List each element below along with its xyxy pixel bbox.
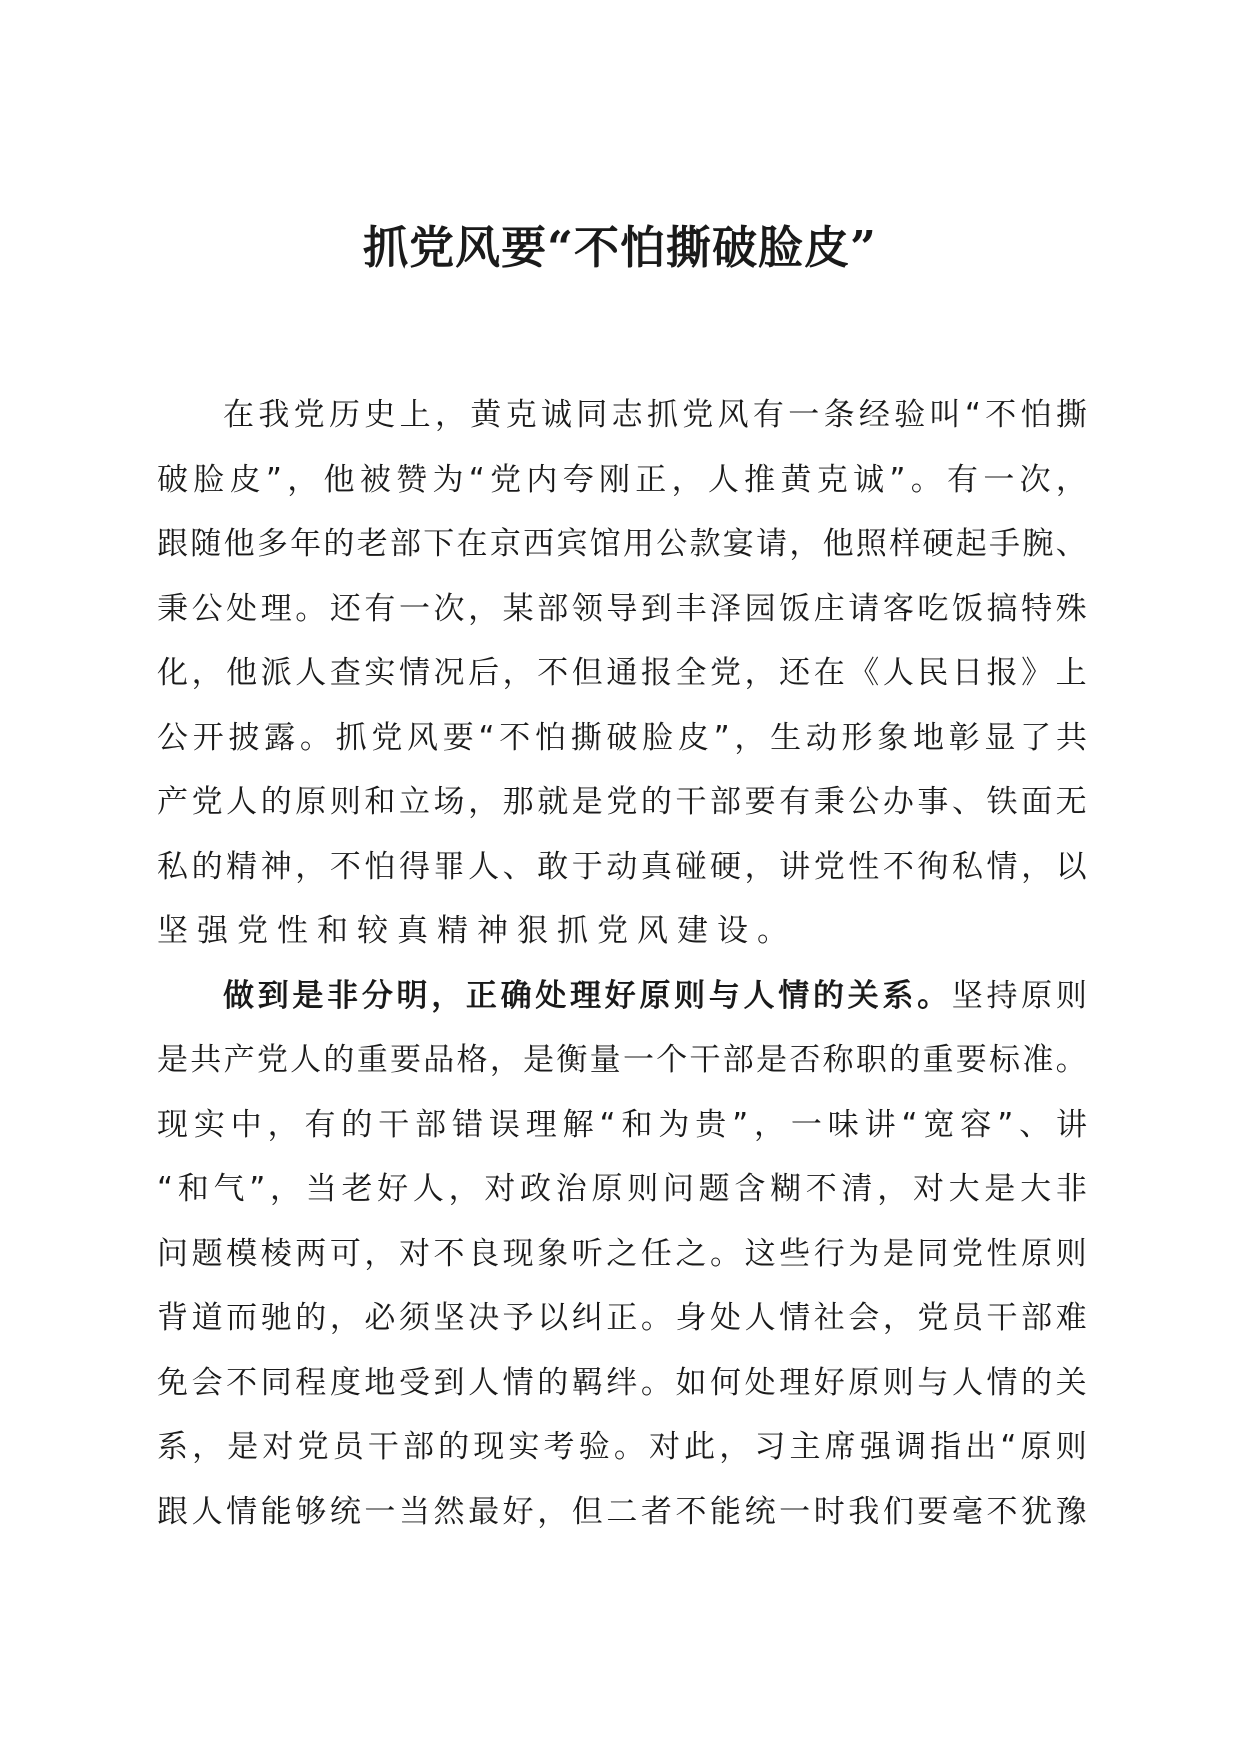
text-line: 背 道 而 驰 的 ， 必 须 坚 决 予 以 纠 正 。 身 处 人 情 社 会 ， 党 员 干 部 难 xyxy=(157,1300,1087,1336)
text-line: 秉 公 处 理 。 还 有 一 次 ， 某 部 领 导 到 丰 泽 园 饭 庄 请 客 吃 饭 搞 特 殊 xyxy=(157,590,1087,627)
document-body xyxy=(157,383,1087,1544)
text-line: 现 实 中 ， 有 的 干 部 错 误 理 解 “ 和 为 贵 ” ， 一 味 讲 “ 宽 容 ” 、 讲 xyxy=(157,1106,1087,1143)
text-line: 化 ， 他 派 人 查 实 情 况 后 ， 不 但 通 报 全 党 ， 还 在 《 人 民 日 报 》 上 xyxy=(157,655,1087,691)
text-line: 产 党 人 的 原 则 和 立 场 ， 那 就 是 党 的 干 部 要 有 秉 公 办 事 、 铁 面 无 xyxy=(157,784,1087,820)
text-line: 跟 随 他 多 年 的 老 部 下 在 京 西 宾 馆 用 公 款 宴 请 ， 他 照 样 硬 起 手 腕 、 xyxy=(157,526,1087,562)
text-line: 免 会 不 同 程 度 地 受 到 人 情 的 羁 绊 。 如 何 处 理 好 原 则 与 人 情 的 关 xyxy=(157,1364,1087,1401)
text-line: 系 ， 是 对 党 员 干 部 的 现 实 考 验 。 对 此 ， 习 主 席 强 调 指 出 “ 原 则 xyxy=(157,1429,1087,1465)
text-line: 私 的 精 神 ， 不 怕 得 罪 人 、 敢 于 动 真 碰 硬 ， 讲 党 性 不 徇 私 情 ， 以 xyxy=(157,848,1087,885)
text-line: 坚强党性和较真精神狠抓党风建设。 xyxy=(157,913,797,949)
text-line: 问 题 模 棱 两 可 ， 对 不 良 现 象 听 之 任 之 。 这 些 行 为 是 同 党 性 原 则 xyxy=(157,1235,1087,1272)
text-line: “ 和 气 ” ， 当 老 好 人 ， 对 政 治 原 则 问 题 含 糊 不 清 ， 对 大 是 大 非 xyxy=(157,1171,1087,1207)
text-line: 破 脸 皮 ” ， 他 被 赞 为 “ 党 内 夸 刚 正 ， 人 推 黄 克 诚 ” 。 有 一 次 ， xyxy=(157,461,1087,498)
text-line-lead: 做 到 是 非 分 明 ， 正 确 处 理 好 原 则 与 人 情 的 关 系 。 坚 持 原 则 xyxy=(223,977,1087,1014)
paragraph-1 xyxy=(157,383,1087,964)
text-line: 是 共 产 党 人 的 重 要 品 格 ， 是 衡 量 一 个 干 部 是 否 称 职 的 重 要 标 准 。 xyxy=(157,1042,1087,1078)
document-title: 抓党风要“不怕撕破脸皮” xyxy=(363,221,877,274)
text-line: 在 我 党 历 史 上 ， 黄 克 诚 同 志 抓 党 风 有 一 条 经 验 叫 “ 不 怕 撕 xyxy=(223,397,1087,433)
paragraph-2 xyxy=(157,964,1087,1545)
text-line: 公 开 披 露 。 抓 党 风 要 “ 不 怕 撕 破 脸 皮 ” ， 生 动 形 象 地 彰 显 了 共 xyxy=(157,719,1087,756)
text-line: 跟 人 情 能 够 统 一 当 然 最 好 ， 但 二 者 不 能 统 一 时 我 们 要 毫 不 犹 豫 xyxy=(157,1493,1087,1530)
